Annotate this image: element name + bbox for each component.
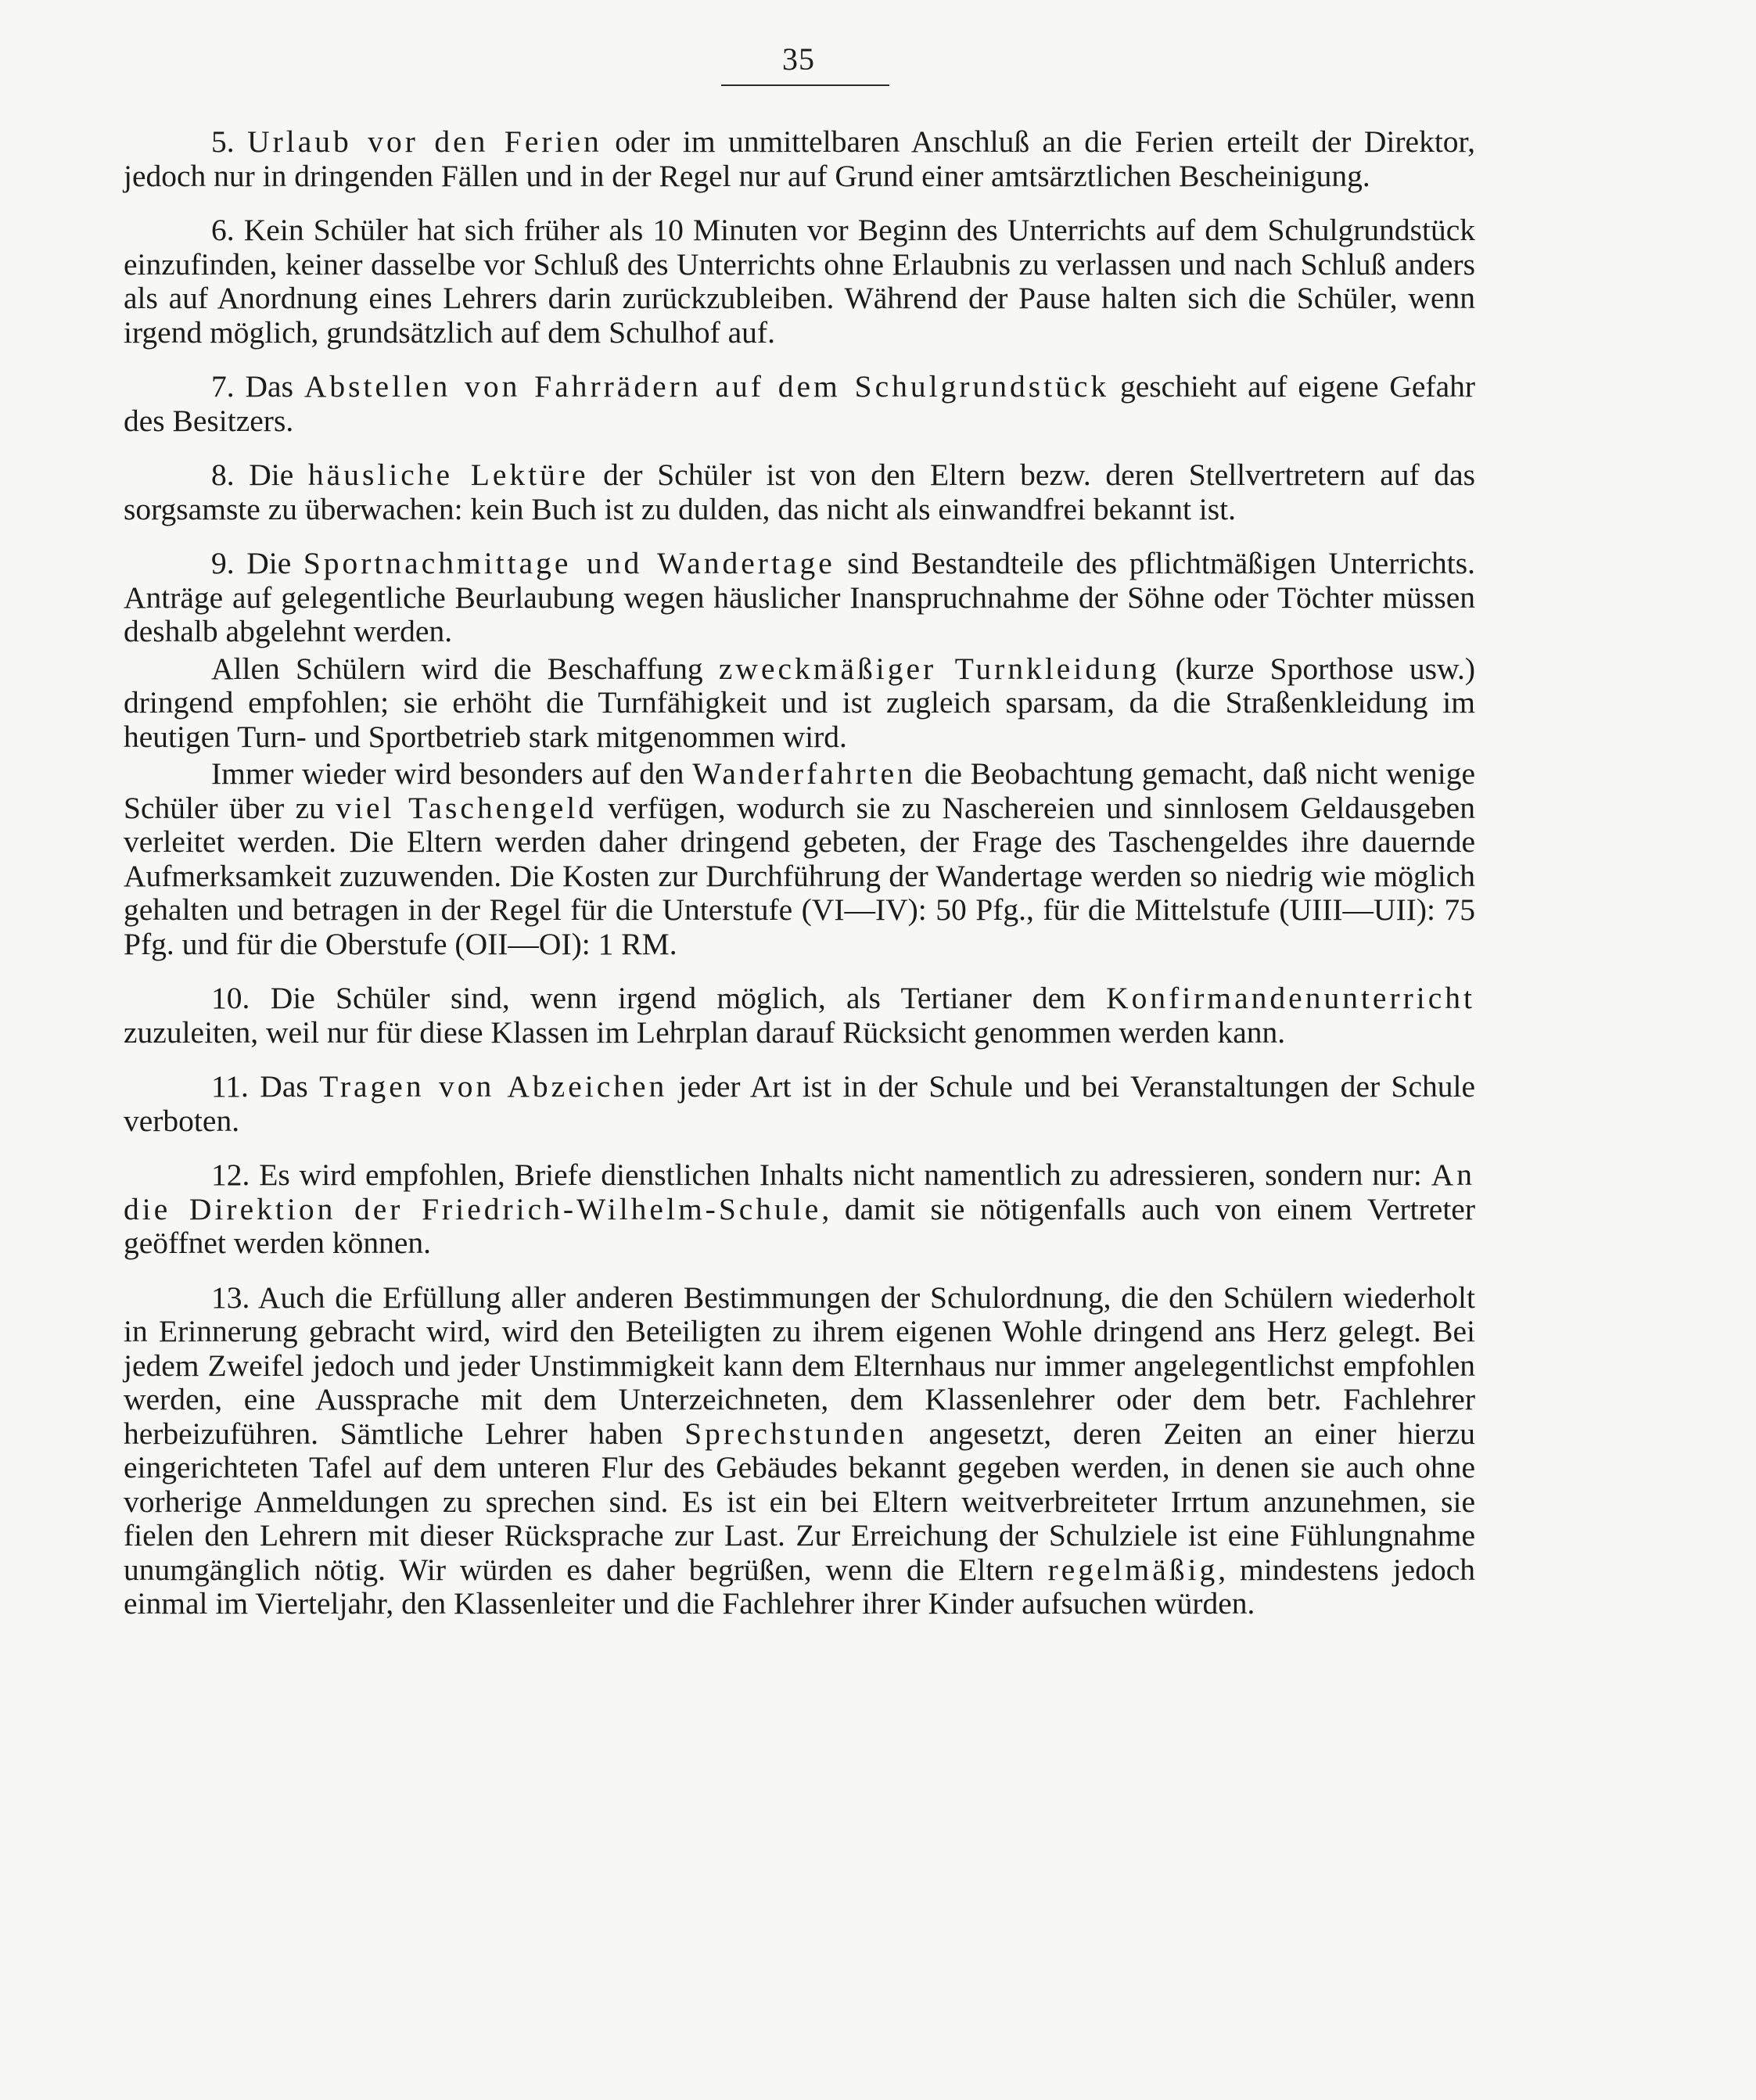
emphasized-text: regelmäßig: [1047, 1552, 1219, 1587]
emphasized-text: An die Direktion der Friedrich-Wilhelm-Schule: [124, 1158, 1476, 1226]
paragraph-text: Das: [260, 1069, 320, 1104]
paragraph: [124, 214, 1475, 350]
paragraph: [124, 1070, 1475, 1138]
paragraph-text: Es wird empfohlen, Briefe dienstlichen Inhalts nicht namentlich zu adressieren, sondern nur:: [259, 1158, 1431, 1192]
paragraph-text: Die: [249, 458, 308, 492]
paragraph: [124, 652, 1475, 755]
paragraph-number: 6.: [211, 213, 244, 247]
emphasized-text: Sportnachmittage und Wandertage: [303, 546, 835, 580]
paragraph-text: zuzuleiten, weil nur für diese Klassen im Lehrplan darauf Rücksicht genommen werden kann.: [124, 1014, 1286, 1050]
paragraph: [124, 1158, 1475, 1261]
paragraph-number: 11.: [211, 1069, 260, 1104]
paragraph-number: 5.: [211, 124, 248, 159]
body-text: [124, 125, 1475, 1642]
emphasized-text: Sprechstunden: [684, 1416, 907, 1451]
emphasized-text: viel Taschengeld: [336, 790, 597, 825]
paragraph: [124, 757, 1475, 961]
paragraph-number: 10.: [211, 981, 271, 1015]
emphasized-text: Konfirmandenunterricht: [1106, 981, 1475, 1015]
paragraph-text: Die: [246, 546, 303, 580]
paragraph-text: Das: [245, 369, 304, 404]
paragraph-number: 12.: [211, 1158, 260, 1192]
emphasized-text: Abstellen von Fahrrädern auf dem Schulgrundstück: [303, 369, 1110, 404]
paragraph-text: , damit sie nötigenfalls auch von einem Vertreter geöffnet werden können.: [124, 1191, 1475, 1260]
paragraph-text: sind Bestandteile des pflichtmäßigen Unterrichts. Anträge auf gelegentliche Beurlaubung wegen häuslicher Inanspruchnahme der Söhne oder Töchter müssen deshalb abgelehnt werden.: [124, 546, 1475, 648]
paragraph-number: 9.: [211, 546, 247, 580]
paragraph-text: der Schüler ist von den Eltern bezw. deren Stellvertretern auf das sorgsamste zu überwachen: kein Buch ist zu dulden, das nicht als einwandfrei bekannt ist.: [124, 458, 1475, 526]
paragraph-number: 7.: [211, 369, 246, 404]
page-number: 35: [782, 41, 815, 77]
paragraph: [124, 125, 1475, 193]
emphasized-text: zweckmäßiger Turnkleidung: [718, 651, 1160, 686]
paragraph-text: , mindestens jedoch einmal im Vierteljahr, den Klassenleiter und die Fachlehrer ihrer Kinder aufsuchen würden.: [124, 1552, 1475, 1621]
paragraph-text: (kurze Sporthose usw.) dringend empfohlen; sie erhöht die Turnfähigkeit und ist zugleich sparsam, da die Straßenkleidung im heutigen Turn- und Sportbetrieb stark mitgenommen wird.: [124, 651, 1475, 754]
paragraph-text: Kein Schüler hat sich früher als 10 Minuten vor Beginn des Unterrichts auf dem Schulgrundstück einzufinden, keiner dasselbe vor Schluß des Unterrichts ohne Erlaubnis zu verlassen und nach Schluß anders als auf Anordnung eines Lehrers darin zurückzubleiben. Während der Pause halten sich die Schüler, wenn irgend möglich, grundsätzlich auf dem Schulhof auf.: [124, 213, 1475, 350]
paragraph-text: jeder Art ist in der Schule und bei Veranstaltungen der Schule verboten.: [124, 1069, 1475, 1138]
paragraph-text: geschieht auf eigene Gefahr des Besitzers.: [124, 369, 1476, 438]
paragraph-text: Auch die Erfüllung aller anderen Bestimmungen der Schulordnung, die den Schülern wiederholt in Erinnerung gebracht wird, wird den Beteiligten zu ihrem eigenen Wohle dringend ans Herz gelegt. Bei jedem Zweifel jedoch und jeder Unstimmigkeit kann dem Elternhaus nur immer angelegentlichst empfohlen werden, eine Aussprache mit dem Unterzeichneten, dem Klassenlehrer oder dem betr. Fachlehrer herbeizuführen. Sämtliche Lehrer haben: [124, 1280, 1475, 1451]
paragraph: [124, 1281, 1475, 1621]
paragraph-text: die Beobachtung gemacht, daß nicht wenige Schüler über zu: [124, 756, 1476, 825]
emphasized-text: Urlaub vor den Ferien: [247, 124, 602, 159]
paragraph-text: Allen Schülern wird die Beschaffung: [211, 651, 719, 686]
paragraph-number: 8.: [211, 458, 250, 492]
paragraph-text: Immer wieder wird besonders auf den: [211, 756, 693, 791]
paragraph-text: oder im unmittelbaren Anschluß an die Ferien erteilt der Direktor, jedoch nur in dringenden Fällen und in der Regel nur auf Grund einer amtsärztlichen Bescheinigung.: [124, 124, 1475, 193]
paragraph: [124, 370, 1475, 438]
paragraph-text: angesetzt, deren Zeiten an einer hierzu eingerichteten Tafel auf dem unteren Flur des Gebäudes bekannt gegeben werden, in denen sie auch ohne vorherige Anmeldungen zu sprechen sind. Es ist ein bei Eltern weitverbreiteter Irrtum anzunehmen, sie fielen den Lehrern mit dieser Rücksprache zur Last. Zur Erreichung der Schulziele ist eine Fühlungnahme unumgänglich nötig. Wir würden es daher begrüßen, wenn die Eltern: [124, 1416, 1475, 1587]
paragraph: [124, 982, 1475, 1050]
paragraph-text: verfügen, wodurch sie zu Naschereien und sinnlosem Geldausgeben verleitet werden. Die Eltern werden daher dringend gebeten, der Frage des Taschengeldes ihre dauernde Aufmerksamkeit zuzuwenden. Die Kosten zur Durchführung der Wandertage werden so niedrig wie möglich gehalten und betragen in der Regel für die Unterstufe (VI—IV): 50 Pfg., für die Mittelstufe (UIII—UII): 75 Pfg. und für die Oberstufe (OII—OI): 1 RM.: [124, 790, 1475, 961]
emphasized-text: Tragen von Abzeichen: [319, 1069, 668, 1104]
paragraph-number: 13.: [211, 1280, 258, 1315]
paragraph: [124, 458, 1475, 526]
emphasized-text: Wanderfahrten: [692, 756, 916, 791]
paragraph: [124, 547, 1475, 649]
page-number-rule: [721, 84, 889, 86]
emphasized-text: häusliche Lektüre: [307, 458, 589, 492]
paragraph-text: Die Schüler sind, wenn irgend möglich, als Tertianer dem: [270, 981, 1107, 1015]
